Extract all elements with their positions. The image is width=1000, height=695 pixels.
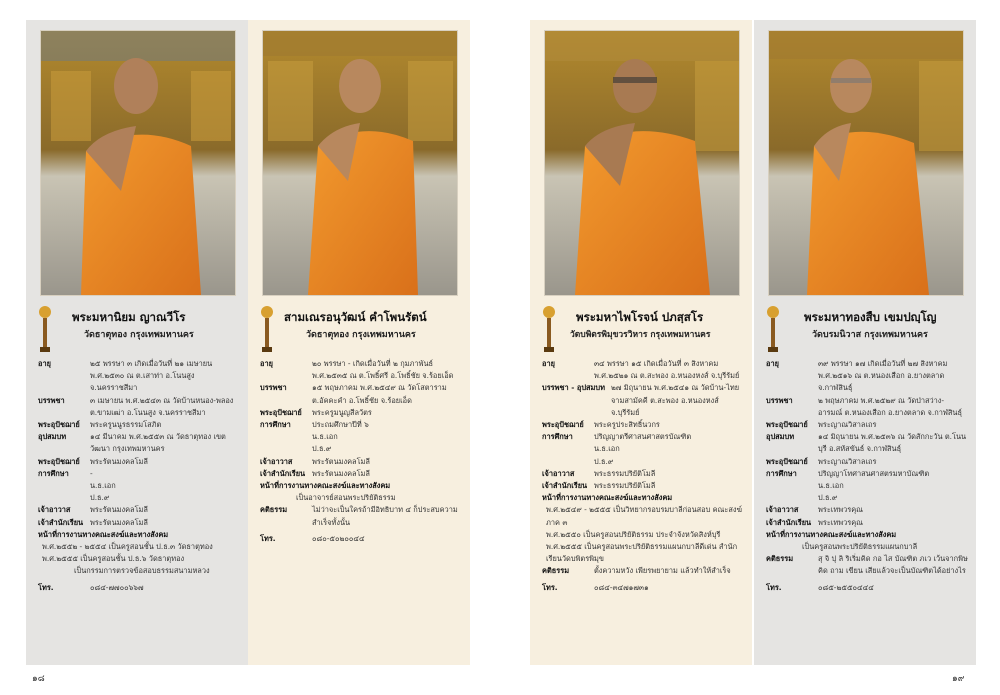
monk-info: อายุ ๒๐ พรรษา - เกิดเมื่อวันที่ ๒ กุมภาพันธ์ พ.ศ.๒๕๓๕ ณ ต.โพธิ์ศรี อ.โพธิ์ชัย จ.ร้อยเอ็ด บรรพชา ๑๕ พฤษภาคม พ.ศ.๒๕๔๙ ณ วัดโสตาราม ต.อัคคะคำ อ.โพธิ์ชัย จ.ร้อยเอ็ด พระอุปัชฌาย์ พระครูมนูญสีลวัตร การศึกษา ประถมศึกษาปีที่ ๖ น.ธ.เอก ป.ธ.๙ เจ้าอาวาส พระรัตนมงคลโมลี เจ้าสำนักเรียน พระรัตนมงคลโมลี หน้าที่การงานทางคณะสงฆ์และทางสังคม เป็นอาจารย์สอนพระปริยัติธรรม คติธรรม ไม่ว่าจะเป็นใครถ้ามีอิทธิบาท ๔ ก็ประสบความสำเร็จทั้งนั้น โทร. ๐๘๐-๕๐๒๐๐๔๔ bbox=[260, 358, 462, 545]
monk-info: อายุ ๓๔ พรรษา ๑๕ เกิดเมื่อวันที่ ๓ สิงหาคม พ.ศ.๒๕๒๑ ณ ต.สะพอง อ.หนองหงส์ จ.บุรีรัมย์ บรรพชา - อุปสมบท ๒๗ มิถุนายน พ.ศ.๒๕๔๑ ณ วัดบ้าน-ไทยจามสามัคคี ต.สะพอง อ.หนองหงส์ จ.บุรีรัมย์ พระอุปัชฌาย์ พระครูประสิทธิ์นวกร การศึกษา ปริญญาตรีศาสนศาสตรบัณฑิต น.ธ.เอก ป.ธ.๙ เจ้าอาวาส พระธรรมปริยัติโมลี เจ้าสำนักเรียน พระธรรมปริยัติโมลี หน้าที่การงานทางคณะสงฆ์และทางสังคม พ.ศ.๒๕๔๙ - ๒๕๕๕ เป็นวิทยากรอบรมบาลีก่อนสอบ คณะสงฆ์ภาค ๓ พ.ศ.๒๕๕๐ เป็นครูสอนปริยัติธรรม ประจำจังหวัดสิงห์บุรี พ.ศ.๒๕๕๕ เป็นครูสอนพระปริยัติธรรมแผนกบาลีดีเด่น สำนักเรียนวัดบพิตรพิมุข คติธรรม ตั้งความหวัง เพียรพยายาม แล้วทำให้สำเร็จ โทร. ๐๘๔-๓๔๗๑๗๓๑ bbox=[542, 358, 744, 594]
monk-name: พระมหาไพโรจน์ ปภสฺสโร bbox=[576, 310, 704, 324]
monk-card-1 bbox=[26, 20, 248, 665]
award-emblem-icon bbox=[38, 305, 52, 353]
monk-photo bbox=[768, 30, 964, 296]
award-emblem-icon bbox=[260, 305, 274, 353]
left-page bbox=[0, 0, 492, 695]
motto: ตั้งความหวัง เพียรพยายาม แล้วทำให้สำเร็จ bbox=[594, 566, 731, 576]
monk-temple: วัดบพิตรพิมุขวรวิหาร กรุงเทพมหานคร bbox=[570, 330, 711, 340]
monk-name: พระมหานิยม ญาณวีโร bbox=[72, 310, 186, 324]
page-number-right: ๑๙ bbox=[952, 674, 965, 684]
monk-temple: วัดธาตุทอง กรุงเทพมหานคร bbox=[84, 330, 194, 340]
phone-number: ๐๘๔-๓๔๗๑๗๓๑ bbox=[594, 582, 649, 592]
monk-card-3 bbox=[530, 20, 752, 665]
monk-temple: วัดธาตุทอง กรุงเทพมหานคร bbox=[306, 330, 416, 340]
monk-name: พระมหาทองสืบ เขมปญฺโญ bbox=[804, 310, 937, 324]
phone-number: ๐๘๕-๒๕๕๐๔๔๔ bbox=[818, 582, 874, 592]
phone-number: ๐๘๔-๗๗๐๐๖๖๗ bbox=[90, 582, 144, 592]
monk-info: อายุ ๓๙ พรรษา ๑๗ เกิดเมื่อวันที่ ๒๗ สิงหาคม พ.ศ.๒๕๑๖ ณ ต.หนองเสือก อ.ยางตลาด จ.กาฬสินธุ์ บรรพชา ๒ พฤษภาคม พ.ศ.๒๕๒๙ ณ วัดป่าสว่าง-อารมณ์ ต.หนองเสือก อ.ยางตลาด จ.กาฬสินธุ์ พระอุปัชฌาย์ พระญาณวิสาลเถร อุปสมบท ๑๔ มิถุนายน พ.ศ.๒๕๓๖ ณ วัดสักกะวัน ต.โนนบุรี อ.สหัสขันธ์ จ.กาฬสินธุ์ พระอุปัชฌาย์ พระญาณวิสาลเถร การศึกษา ปริญญาโทศาสนศาสตรมหาบัณฑิต น.ธ.เอก ป.ธ.๙ เจ้าอาวาส พระเทพวรคุณ เจ้าสำนักเรียน พระเทพวรคุณ หน้าที่การงานทางคณะสงฆ์และทางสังคม เป็นครูสอนพระปริยัติธรรมแผนกบาลี คติธรรม สุ จิ ปุ ลิ ริเริ่มคิด กอ ไส บัณฑิต ภเว เว้นจากพิษ คิด ถาม เขียน เสียแล้วจะเป็นบัณฑิตได้อย่างไร โทร. ๐๘๕-๒๕๕๐๔๔๔ bbox=[766, 358, 968, 594]
award-emblem-icon bbox=[542, 305, 556, 353]
monk-card-2 bbox=[248, 20, 470, 665]
monk-photo bbox=[40, 30, 236, 296]
page-number-left: ๑๘ bbox=[32, 674, 45, 684]
monk-temple: วัดบรมนิวาส กรุงเทพมหานคร bbox=[812, 330, 928, 340]
duties-heading: หน้าที่การงานทางคณะสงฆ์และทางสังคม bbox=[766, 529, 897, 539]
award-emblem-icon bbox=[766, 305, 780, 353]
phone-number: ๐๘๐-๕๐๒๐๐๔๔ bbox=[312, 533, 365, 543]
monk-photo bbox=[544, 30, 740, 296]
duties-heading: หน้าที่การงานทางคณะสงฆ์และทางสังคม bbox=[542, 493, 673, 503]
duties-heading: หน้าที่การงานทางคณะสงฆ์และทางสังคม bbox=[38, 529, 169, 539]
monk-photo bbox=[262, 30, 458, 296]
motto: สุ จิ ปุ ลิ ริเริ่มคิด กอ ไส บัณฑิต ภเว เว้นจากพิษ คิด ถาม เขียน เสียแล้วจะเป็นบัณฑิตได้อย่างไร bbox=[818, 554, 968, 576]
monk-name: สามเณรอนุวัฒน์ คำโพนรัตน์ bbox=[284, 310, 427, 324]
right-page bbox=[508, 0, 1000, 695]
monk-info: อายุ ๒๕ พรรษา ๓ เกิดเมื่อวันที่ ๒๑ เมษายน พ.ศ.๒๕๓๐ ณ ต.เสาท่า อ.โนนสูง จ.นครราชสีมา บรรพชา ๓ เมษายน พ.ศ.๒๕๔๓ ณ วัดบ้านหนอง-พลอง ต.ขามเฒ่า อ.โนนสูง จ.นครราชสีมา พระอุปัชฌาย์ พระครูนนูรธรรมโสภิต อุปสมบท ๑๔ มีนาคม พ.ศ.๒๕๕๓ ณ วัดธาตุทอง เขตวัฒนา กรุงเทพมหานคร พระอุปัชฌาย์ พระรัตนมงคลโมลี การศึกษา - น.ธ.เอก ป.ธ.๙ เจ้าอาวาส พระรัตนมงคลโมลี เจ้าสำนักเรียน พระรัตนมงคลโมลี หน้าที่การงานทางคณะสงฆ์และทางสังคม พ.ศ.๒๕๕๒ - ๒๕๕๔ เป็นครูสอนชั้น ป.ธ.๓ วัดธาตุทอง พ.ศ.๒๕๕๕ เป็นครูสอนชั้น ป.ธ.๖ วัดธาตุทอง เป็นกรรมการตรวจข้อสอบธรรมสนามหลวง โทร. ๐๘๔-๗๗๐๐๖๖๗ bbox=[38, 358, 240, 594]
duties-heading: หน้าที่การงานทางคณะสงฆ์และทางสังคม bbox=[260, 481, 391, 491]
monk-card-4 bbox=[754, 20, 976, 665]
motto: ไม่ว่าจะเป็นใครถ้ามีอิทธิบาท ๔ ก็ประสบความสำเร็จทั้งนั้น bbox=[312, 505, 458, 527]
